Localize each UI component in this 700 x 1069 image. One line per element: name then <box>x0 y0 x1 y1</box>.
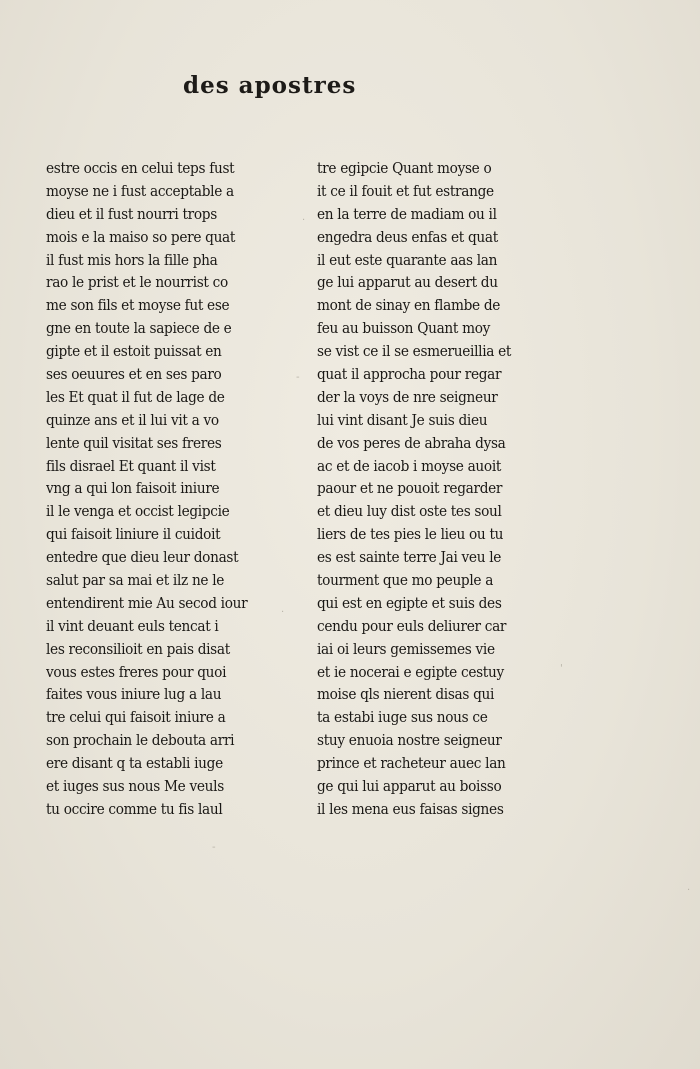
right-column-line: feu au buisson Quant moy <box>317 319 491 338</box>
right-column-line: il les mena eus faisas signes <box>317 799 504 818</box>
right-column-line: ge qui lui apparut au boisso <box>317 777 502 796</box>
left-column-line: moyse ne i fust acceptable a <box>46 181 234 200</box>
right-column-line: prince et racheteur auec lan <box>317 754 506 773</box>
right-column-line: et ie nocerai e egipte cestuy <box>317 662 504 681</box>
left-column-line: son prochain le debouta arri <box>46 731 235 750</box>
right-column-line: quat il approcha pour regar <box>317 365 502 384</box>
left-column <box>46 157 285 821</box>
paper-speck: ' <box>560 663 563 674</box>
paper-speck: . <box>281 604 285 615</box>
right-column-line: ta estabi iuge sus nous ce <box>317 708 488 727</box>
left-column-line: rao le prist et le nourrist co <box>46 273 228 292</box>
left-column-line: les Et quat il fut de lage de <box>46 387 225 406</box>
left-column-line: vous estes freres pour quoi <box>46 662 227 681</box>
left-column-line: vng a qui lon faisoit iniure <box>46 479 220 498</box>
left-column-line: dieu et il fust nourri trops <box>46 204 217 223</box>
right-column-line: se vist ce il se esmerueillia et <box>317 342 512 361</box>
running-head: des apostres <box>183 72 357 99</box>
right-column-line: lui vint disant Je suis dieu <box>317 410 488 429</box>
right-column-line: qui est en egipte et suis des <box>317 593 502 612</box>
left-column-line: faites vous iniure lug a lau <box>46 685 222 704</box>
left-column-line: entedre que dieu leur donast <box>46 548 239 567</box>
left-column-line: salut par sa mai et ilz ne le <box>46 571 225 590</box>
right-column-line: it ce il fouit et fut estrange <box>317 181 494 200</box>
left-column-line: mois e la maiso so pere quat <box>46 227 236 246</box>
left-column-line: il fust mis hors la fille pha <box>46 250 218 269</box>
right-column-line: il eut este quarante aas lan <box>317 250 498 269</box>
left-column-line: estre occis en celui teps fust <box>46 159 235 177</box>
right-column-line: ac et de iacob i moyse auoit <box>317 456 502 475</box>
left-column-line: fils disrael Et quant il vist <box>46 456 216 475</box>
paper-speck: . <box>687 882 691 893</box>
right-column-line: mont de sinay en flambe de <box>317 296 501 315</box>
left-column-line: il vint deuant euls tencat i <box>46 616 219 635</box>
left-column-line: gne en toute la sapiece de e <box>46 319 232 338</box>
paper-speck: - <box>296 372 300 383</box>
right-column-line: tourment que mo peuple a <box>317 571 494 590</box>
paper-speck: . <box>302 212 306 223</box>
left-column-line: les reconsilioit en pais disat <box>46 639 230 658</box>
right-column-line: tre egipcie Quant moyse o <box>317 159 492 177</box>
right-column-line: cendu pour euls deliurer car <box>317 616 507 635</box>
right-column-line: moise qls nierent disas qui <box>317 685 495 704</box>
right-column <box>317 157 547 821</box>
left-column-line: et iuges sus nous Me veuls <box>46 777 224 796</box>
left-column-line: tu occire comme tu fis laul <box>46 799 223 818</box>
paper-speck: - <box>212 842 216 853</box>
right-column-line: de vos peres de abraha dysa <box>317 433 506 452</box>
left-column-line: ere disant q ta establi iuge <box>46 754 223 773</box>
right-column-line: ge lui apparut au desert du <box>317 273 498 292</box>
right-column-line: paour et ne pouoit regarder <box>317 479 503 498</box>
right-column-line: liers de tes pies le lieu ou tu <box>317 525 504 544</box>
right-column-line: es est sainte terre Jai veu le <box>317 548 502 567</box>
left-column-line: qui faisoit liniure il cuidoit <box>46 525 221 544</box>
right-column-line: iai oi leurs gemissemes vie <box>317 639 495 658</box>
left-column-line: gipte et il estoit puissat en <box>46 342 222 361</box>
left-column-line: entendirent mie Au secod iour <box>46 593 248 612</box>
left-column-line: il le venga et occist legipcie <box>46 502 230 521</box>
right-column-line: et dieu luy dist oste tes soul <box>317 502 502 521</box>
left-column-line: ses oeuures et en ses paro <box>46 365 222 384</box>
right-column-line: der la voys de nre seigneur <box>317 387 498 406</box>
left-column-line: lente quil visitat ses freres <box>46 433 222 452</box>
right-column-line: en la terre de madiam ou il <box>317 204 497 223</box>
left-column-line: quinze ans et il lui vit a vo <box>46 410 219 429</box>
left-column-line: tre celui qui faisoit iniure a <box>46 708 226 727</box>
right-column-line: stuy enuoia nostre seigneur <box>317 731 502 750</box>
left-column-line: me son fils et moyse fut ese <box>46 296 230 315</box>
right-column-line: engedra deus enfas et quat <box>317 227 498 246</box>
